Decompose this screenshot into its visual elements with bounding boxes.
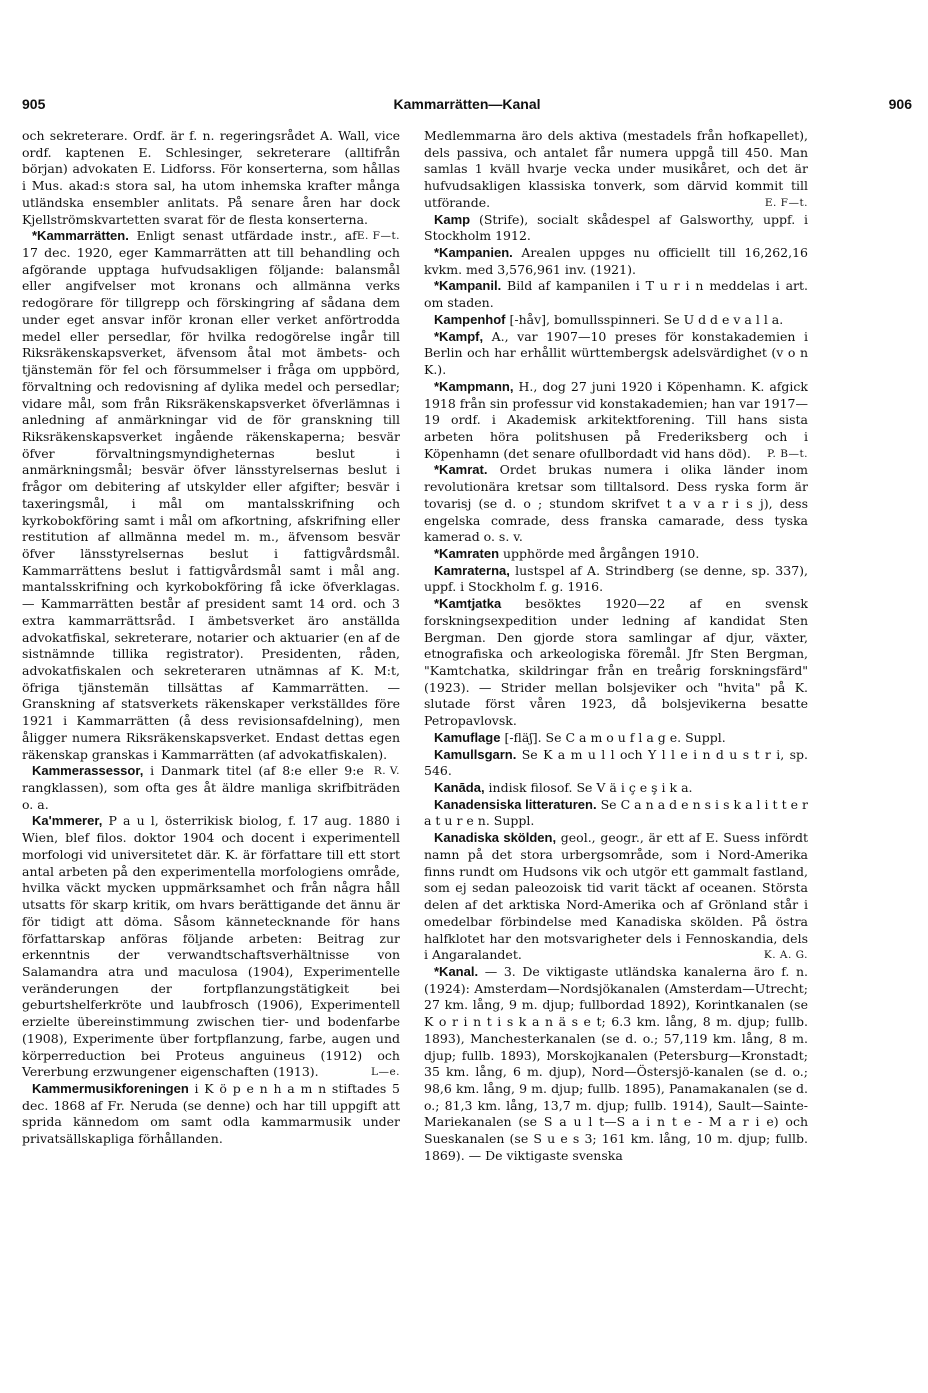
article-entry (424, 379, 808, 463)
entry-headword: Kanāda, (434, 780, 485, 796)
entry-headword: Kamraterna, (434, 562, 510, 578)
article-entry (424, 797, 808, 830)
article-entry (424, 245, 808, 278)
article-entry (424, 312, 808, 329)
entry-text: Medlemmarna äro dels aktiva (mestadels från hofkapellet), dels passiva, och antalet får numera uppgå till 450. Man samlas 1 kväll hvarje vecka under musikåret, och det är hufvudsakligen klassiska tonverk, som därvid kommit till utförande. (424, 128, 808, 210)
entry-headword: *Kamtjatka (434, 596, 502, 612)
article-entry (424, 830, 808, 964)
entry-text: A., var 1907—10 preses för konstakademien i Berlin och har erhållit württembergsk adelsvärdighet (v o n K.). (424, 328, 808, 378)
entry-text: i Danmark titel (af 8:e eller 9:e rangklassen), som ofta ges åt äldre manliga skrifbiträden o. a. (22, 763, 400, 812)
right-column (424, 128, 808, 1165)
entry-headword: *Kampf, (434, 328, 484, 344)
author-signature: L—e. (370, 1066, 400, 1079)
article-entry (424, 747, 808, 780)
page-number-left: 905 (22, 96, 46, 112)
author-signature: E. F—t. (356, 230, 400, 243)
entry-text: H., dog 27 juni 1920 i Köpenhamn. K. afgick 1918 från sin professur vid konstakademien; han var 1917—19 ordf. i Akademisk arkitektforening. Till hans sista arbeten höra politshusen på Frederiksberg och i Köpenhamn (det senare ofullbordadt vid hans död). (424, 378, 808, 461)
page-header (22, 96, 912, 116)
author-signature: R. V. (373, 765, 400, 778)
article-entry (424, 546, 808, 563)
article-entry (424, 329, 808, 379)
entry-headword: *Kamrat. (434, 462, 488, 478)
article-entry (424, 278, 808, 311)
article-entry (424, 563, 808, 596)
entry-text: indisk filosof. Se V ä i ç e ş i k a. (484, 780, 693, 796)
author-signature: K. A. G. (763, 949, 808, 962)
entry-text: Bild af kampanilen i T u r i n meddelas i art. om staden. (424, 278, 808, 311)
entry-headword: *Kampanil. (434, 278, 502, 294)
entry-headword: Kamullsgarn. (434, 746, 517, 762)
entry-text: [-håv], bomullsspinneri. Se U d d e v a l l a. (505, 311, 784, 327)
entry-text: Se K a m u l l och Y l l e i n d u s t r i, sp. 546. (424, 746, 808, 779)
page-number-right: 906 (888, 96, 912, 112)
entry-headword: *Kampanien. (434, 245, 513, 261)
entry-text: (Strife), socialt skådespel af Galsworthy, uppf. i Stockholm 1912. (424, 211, 808, 244)
entry-headword: *Kamraten (434, 545, 500, 561)
entry-text: Se C a n a d e n s i s k a l i t t e r a t u r e n. Suppl. (424, 796, 809, 829)
entry-text: Arealen uppges nu officiellt till 16,262,16 kvkm. med 3,576,961 inv. (1921). (424, 245, 808, 277)
article-entry (424, 780, 808, 797)
article-entry (424, 462, 808, 546)
entry-headword: Kampenhof (434, 311, 506, 327)
running-title: Kammarrätten—Kanal (393, 96, 541, 112)
entry-text: och sekreterare. Ordf. är f. n. regeringsrådet A. Wall, vice ordf. kaptenen E. Schlesinger, sekreterare (alltifrån början) advokaten E. Lidforss. För konserterna, som hållas i Mus. akad:s stora sal, ha utom inhemska krafter många utländska ensembler anlitats. På senare åren har dock Kjellströmskvartetten svarat för de flesta konserterna. (22, 128, 400, 227)
article-entry (22, 1081, 400, 1148)
article-entry (424, 212, 808, 245)
article-entry (424, 964, 808, 1165)
entry-text: Ordet brukas numera i olika länder inom revolutionära kretsar som tilltalsord. Dess ryska form är tovarisj (se d. o ; stundom skrifvet t a v a r i s j), dess engelska comrade, dess franska camarade, dess tyska kamerad o. s. v. (424, 462, 808, 545)
entry-headword: *Kampmann, (434, 378, 514, 394)
author-signature: E. F—t. (764, 196, 808, 209)
entry-text: [-fläʃ]. Se C a m o u f l a g e. Suppl. (500, 729, 726, 745)
article-entry (424, 128, 808, 212)
entry-text: geol., geogr., är ett af E. Suess infördt namn på det stora urbergsområde, som i Nord-Amerika finns rundt om Hudsons vik och utgör ett gammalt fastland, som ej sedan paleozoisk tid varit täckt af oceanen. Största delen af det arktiska Nord-Amerika och af Grönland står i omedelbar förbindelse med Kanadiska skölden. På östra halfklotet har den motsvarigheter dels i Fennoskandia, dels i Angaralandet. (424, 830, 808, 963)
entry-text: besöktes 1920—22 af en svensk forskningsexpedition under ledning af kandidat Sten Bergman. Den gjorde stora samlingar af djur, växter, etnografiska och arkeologiska föremål. Jfr Sten Bergman, "Kamtchatka, skildringar från en treårig forskningsfärd" (1923). — Strider mellan bolsjeviker och "hvita" på K. slutade först våren 1923, då bolsjevikerna besatte Petropavlovsk. (424, 596, 808, 729)
left-column (22, 128, 400, 1148)
entry-headword: *Kammarrätten. (32, 228, 129, 244)
entry-headword: Kammerassessor, (32, 763, 144, 779)
entry-headword: Kammermusikforeningen (32, 1080, 189, 1096)
entry-text: Enligt senast utfärdade instr., af 17 dec. 1920, eger Kammarrätten att till behandling och afgörande upptaga hufvudsakligen följande: balansmål eller angifvelser mot kronans och allmänna verks redogörare för tillgrepp och förskingring af sådana dem under eget ansvar inför kronan eller verket anförtrodda medel eller persedlar, för hvilka redogörelse ingår till Riksräkenskapsverket, äfvensom åtal mot ämbets- och tjänstemän för fel och försummelser i fråga om uppbörd, förvaltning och redovisning af dylika medel och persedlar; vidare mål, som från Riksräkenskapsverket öfverlämnas i anledning af anmärkningar vid de för granskning till Riksräkenskapsverket ingående räkenskaperna; besvär öfver förvaltningsmyndigheternas beslut i anmärkningsmål; besvär öfver länsstyrelsernas beslut i frågor om debitering af utskylder eller afgifter; besvär i taxeringsmål, i mål om mantalsskrifning och kyrkobokföring samt i mål om afkortning, afskrifning eller restitution af allmänna medel m. m., äfvensom besvär öfver länsstyrelsernas beslut i fattigvårdsmål. Kammarrättens beslut i fattigvårdsmål samt i mål ang. mantalsskrifning och kyrkobokföring få icke öfverklagas. — Kammarrätten består af president samt 14 ord. och 3 extra kammarrättsråd. I ämbetsverket äro anställda advokatfiskal, sekreterare, notarier och aktuarier (en af de sistnämnde tillika registrator). Presidenten, råden, advokatfiskalen och sekreteraren utnämnas af K. M:t, öfriga tjänstemän tillsättas af Kammarrätten. — Granskning af statsverkets räkenskaper verkställdes före 1921 i Kammarrätten (å dess revisionsafdelning), men åligger numera Riksräkenskapsverket. Endast dettas egen räkenskap granskas i Kammarrätten (af advokatfiskalen). (22, 228, 400, 762)
entry-headword: Ka'mmerer, (32, 813, 103, 829)
entry-text: — 3. De viktigaste utländska kanalerna äro f. n. (1924): Amsterdam—Nordsjökanalen (Amsterdam—Utrecht; 27 km. lång, 9 m. djup; fullbordad 1892), Korintkanalen (se K o r i n t i s k a n ä s e t; 6.3 km. lång, 8 m. djup; fullb. 1893), Manchesterkanalen (se d. o.; 57,119 km. lång, 8 m. djup; fullb. 1893), Morskojkanalen (Petersburg—Kronstadt; 35 km. lång, 6 m. djup), Nord—Östersjö-kanalen (se d. o.; 98,6 km. lång, 9 m. djup; fullb. 1895), Panamakanalen (se d. o.; 81,3 km. lång, 13,7 m. djup; fullb. 1914), Sault—Sainte-Mariekanalen (se S a u l t—S a i n t e - M a r i e) och Sueskanalen (se S u e s 3; 161 km. lång, 10 m. djup; fullb. 1869). — De viktigaste svenska (424, 963, 808, 1163)
article-entry (424, 596, 808, 730)
article-entry (424, 730, 808, 747)
entry-text: lustspel af A. Strindberg (se denne, sp. 337), uppf. i Stockholm f. g. 1916. (424, 562, 808, 595)
entry-text: P a u l, österrikisk biolog, f. 17 aug. 1880 i Wien, blef filos. doktor 1904 och docent i experimentell morfologi vid universitetet där. K. är författare till ett stort antal arbeten på den experimentella morfologiens område, hvilka väckt mycken uppmärksamhet och från några håll utsatts för skarp kritik, om hvars berättigande det ännu är för tidigt att döma. Såsom kännetecknande för hans författarskap anföras följande arbeten: Beitrag zur erkenntnis der verwandtschaftsverhältnisse von Salamandra atra und maculosa (1904), Experimentelle veränderungen der fortpflanzungstätigkeit bei geburtshelferkröte und laubfrosch (1906), Experimentell erzielte übereinstimmung zwischen tier- und bodenfarbe (1908), Experimente über fortpflanzung, farbe, augen und körperreduction bei Proteus anguineus (1912) och Vererbung erzwungener eigenschaften (1913). (22, 813, 400, 1080)
author-signature: P. B—t. (767, 447, 808, 460)
article-entry (22, 763, 400, 813)
entry-text: i K ö p e n h a m n stiftades 5 dec. 1868 af Fr. Neruda (se denne) och har till uppgift att sprida kännedom om samt odla kammarmusik under privatsällskapliga förhållanden. (22, 1080, 400, 1147)
entry-headword: Kamuflage (434, 729, 501, 745)
entry-headword: Kanadensiska litteraturen. (434, 796, 597, 812)
entry-text: upphörde med årgången 1910. (499, 545, 700, 561)
entry-headword: *Kanal. (434, 963, 479, 979)
entry-headword: Kanadiska skölden, (434, 830, 557, 846)
article-entry (22, 813, 400, 1081)
entry-headword: Kamp (434, 211, 471, 227)
